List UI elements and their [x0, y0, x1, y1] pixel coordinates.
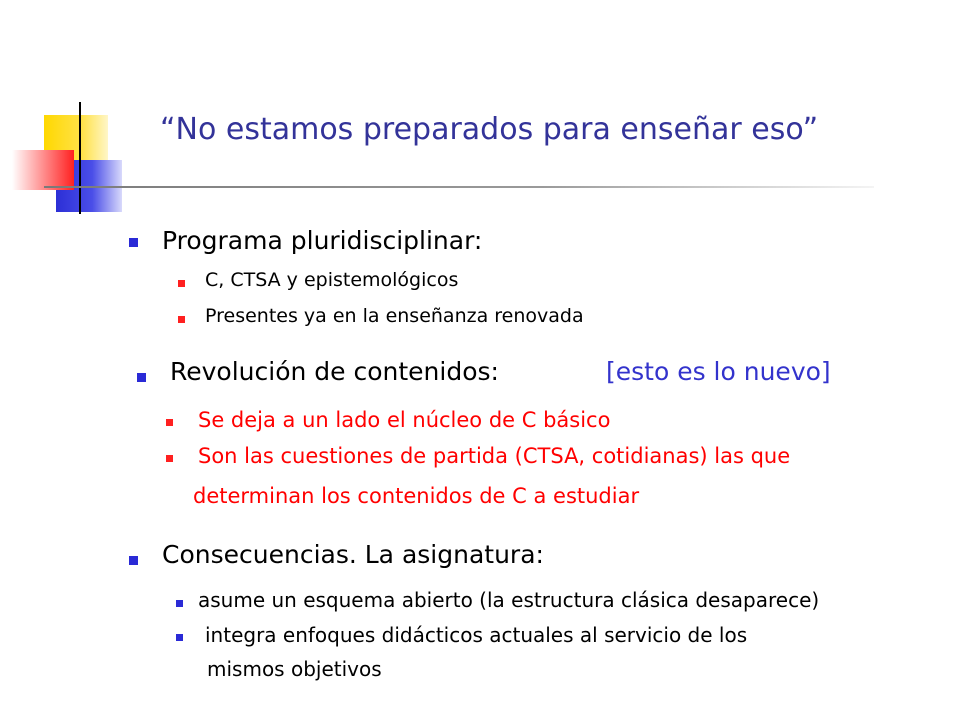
- corner-logo-graphic: [0, 0, 140, 230]
- title-divider: [44, 186, 874, 188]
- list-item-continuation: determinan los contenidos de C a estudiar: [193, 484, 640, 508]
- list-item: asume un esquema abierto (la estructura clásica desaparece): [198, 588, 820, 612]
- bullet-square-red-icon: [166, 419, 173, 426]
- section-heading: Revolución de contenidos:: [170, 357, 499, 386]
- bullet-square-icon: [137, 373, 146, 382]
- list-item: Presentes ya en la enseñanza renovada: [205, 305, 584, 327]
- list-item: Se deja a un lado el núcleo de C básico: [198, 408, 611, 432]
- section-heading: Programa pluridisciplinar:: [162, 226, 483, 255]
- bullet-square-icon: [176, 600, 183, 607]
- bullet-square-red-icon: [178, 280, 185, 287]
- bullet-square-icon: [129, 556, 138, 565]
- bullet-square-icon: [129, 238, 138, 247]
- section-heading: Consecuencias. La asignatura:: [162, 540, 544, 569]
- slide-title: “No estamos preparados para enseñar eso”: [160, 112, 819, 147]
- list-item: integra enfoques didácticos actuales al servicio de los: [205, 623, 748, 647]
- list-item: C, CTSA y epistemológicos: [205, 269, 459, 291]
- bullet-square-icon: [176, 634, 183, 641]
- section-note: [esto es lo nuevo]: [606, 357, 831, 386]
- list-item-continuation: mismos objetivos: [207, 657, 382, 681]
- bullet-square-red-icon: [166, 455, 173, 462]
- red-bar-shape: [12, 150, 74, 190]
- bullet-square-red-icon: [178, 316, 185, 323]
- list-item: Son las cuestiones de partida (CTSA, cotidianas) las que: [198, 444, 791, 468]
- vertical-line-shape: [79, 102, 81, 214]
